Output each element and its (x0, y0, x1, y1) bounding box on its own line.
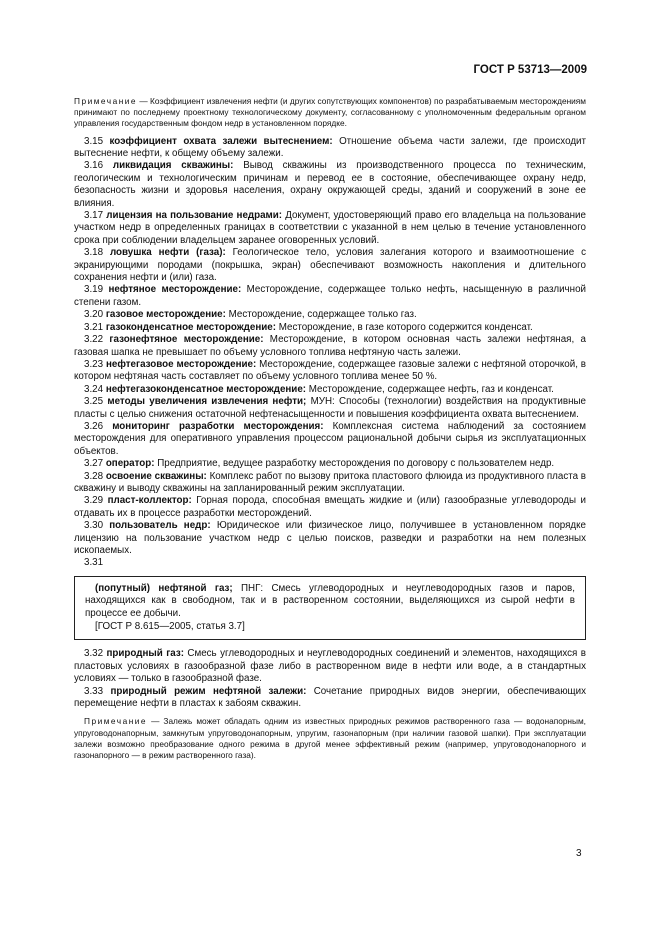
entry-number: 3.17 (84, 210, 104, 222)
entry-3-28 (74, 471, 586, 496)
entry-3-20 (74, 309, 586, 321)
entry-3-27 (74, 458, 586, 470)
entry-3-25 (74, 396, 586, 421)
entry-term: газоконденсатное месторождение: (105, 321, 276, 333)
entry-text: Предприятие, ведущее разработку месторождения по договору с пользователем недр. (154, 458, 555, 470)
entry-number: 3.18 (84, 247, 104, 259)
entry-text: Месторождение, содержащее нефть, газ и конденсат. (306, 383, 554, 395)
entry-3-16 (74, 160, 586, 210)
entry-number: 3.26 (84, 420, 104, 432)
entry-term: газонефтяное месторождение: (109, 334, 264, 346)
entry-number: 3.29 (84, 495, 104, 507)
entry-number: 3.16 (84, 160, 104, 172)
entry-3-15 (74, 136, 586, 161)
entry-3-17 (74, 210, 586, 247)
entry-text: Горная порода, способная вмещать жидкие и (или) газообразные углеводороды и отдавать их в процессе разработки месторождений. (74, 495, 586, 519)
entry-term: нефтегазовое месторождение: (105, 358, 257, 370)
entry-term: нефтегазоконденсатное месторождение: (105, 383, 307, 395)
page-content (74, 96, 586, 761)
entry-term: ловушка нефти (газа): (109, 247, 226, 259)
entry-3-23 (74, 359, 586, 384)
term-entries-after (74, 648, 586, 710)
entry-text: Отношение объема части залежи, где происходит вытеснение нефти, к общему объему залежи. (74, 135, 586, 160)
entry-term: нефтяное месторождение: (108, 284, 242, 296)
entry-text: МУН: Способы (технологии) воздействия на продуктивные пласты с целью снижения остаточной нефтенасыщенности и повышения коэффициента охвата вытеснением. (74, 396, 586, 420)
entry-number: 3.25 (84, 396, 104, 408)
box-text: ПНГ: Смесь углеводородных и неуглеводородных газов и паров, находящихся как в свободном, так и в растворенном состоянии, выделяющихся из сырой нефти в процессе ее добычи. (85, 582, 575, 619)
entry-3-31: 3.31 (84, 557, 104, 569)
entry-term: методы увеличения извлечения нефти; (107, 396, 307, 408)
entry-term: пласт-коллектор: (107, 495, 192, 507)
entry-text: Сочетание природных видов энергии, обеспечивающих перемещение нефти в пластах к забоям скважин. (74, 685, 586, 710)
entry-3-30 (74, 520, 586, 557)
entry-text: Комплексная система наблюдений за состоянием месторождения для оперативного управления процессом рациональной добычи сырья из эксплуатационных объектов. (74, 420, 586, 457)
entry-term: газовое месторождение: (105, 309, 226, 321)
entry-number: 3.33 (84, 685, 104, 697)
entry-text: Месторождение, в котором основная часть залежи нефтяная, а газовая шапка не превышает по объему условного топлива нефтяную часть залежи. (74, 334, 586, 358)
entry-text: Месторождение, содержащее только газ. (225, 309, 417, 321)
entry-number: 3.23 (84, 358, 104, 370)
entry-text: Комплекс работ по вызову притока пластового флюида из продуктивного пласта в скважину и выводу скважины на запланированный режим эксплуатации. (74, 470, 586, 494)
note-label: Примечание (84, 716, 148, 727)
note-top (74, 96, 586, 130)
entry-3-24 (74, 384, 586, 396)
entry-term: пользователь недр: (109, 520, 211, 532)
entry-3-33 (74, 686, 586, 711)
entry-term: оператор: (105, 458, 155, 470)
entry-text: Юридическое или физическое лицо, получившее в установленном порядке лицензию на пользование участком недр с целью поисков, разведки и разработки на нем полезных ископаемых. (74, 520, 586, 557)
entry-number: 3.32 (84, 648, 104, 660)
note-label: Примечание (74, 96, 138, 106)
entry-3-21 (74, 322, 586, 334)
entry-3-32 (74, 648, 586, 685)
entry-3-29 (74, 495, 586, 520)
page-number: 3 (576, 848, 582, 859)
note-bottom (74, 716, 586, 761)
entry-term: освоение скважины: (105, 470, 207, 482)
entry-text: Документ, удостоверяющий право его владельца на пользование участком недр в определенных границах в соответствии с указанной в нем целью в течение установленного срока при соблюдении владельцем заранее оговоренных условий. (74, 210, 586, 246)
entry-number: 3.21 (84, 321, 104, 333)
entry-number: 3.28 (84, 470, 104, 482)
entry-text: Вывод скважины из производственного процесса по техническим, геологическим и технологическим причинам и перевод ее в состояние, обеспечивающее охрану недр, безопасность жизни и здоровья населения, охрану окружающей среды, зданий и сооружений в зоне ее влияния. (74, 160, 586, 209)
entry-term: коэффициент охвата залежи вытеснением: (109, 135, 333, 147)
entry-3-18 (74, 247, 586, 284)
term-entries (74, 136, 586, 570)
entry-text: Геологическое тело, условия залегания которого и взаимоотношение с экранирующими породами (покрышка, экран) обеспечивают возможность накопления и длительного сохранения нефти и (или) газа. (74, 247, 586, 284)
entry-term: мониторинг разработки месторождения: (112, 420, 324, 432)
entry-text: Месторождение, содержащее газовые залежи с нефтяной оторочкой, в котором нефтяная часть составляет по объему условного топлива менее 50 %. (74, 358, 586, 383)
entry-number: 3.30 (84, 520, 104, 532)
entry-number: 3.15 (84, 135, 104, 147)
box-reference: [ГОСТ Р 8.615—2005, статья 3.7] (95, 621, 245, 633)
box-definition (85, 583, 575, 620)
entry-number: 3.22 (84, 334, 104, 346)
entry-number: 3.27 (84, 458, 104, 470)
entry-number: 3.19 (84, 284, 104, 296)
entry-term: лицензия на пользование недрами: (106, 210, 283, 222)
entry-term: ликвидация скважины: (112, 160, 234, 172)
entry-text: Смесь углеводородных и неуглеводородных соединений и элементов, находящихся в пластовых условиях в газообразной фазе либо в растворенном виде в нефти или воде, а в стандартных условиях — только в газообразной фазе. (74, 648, 586, 685)
entry-term: природный газ: (106, 648, 184, 660)
box-term: (попутный) нефтяной газ; (95, 582, 233, 594)
standard-code-header: ГОСТ Р 53713—2009 (473, 64, 587, 76)
entry-text: Месторождение, содержащее только нефть, насыщенную в различной степени газом. (74, 284, 586, 308)
entry-text: Месторождение, в газе которого содержится конденсат. (276, 321, 533, 333)
note-text: — Залежь может обладать одним из известных природных режимов растворенного газа — водонапорным, упруговодонапорным, замкнутым упруговодонапорным, упругим, газонапорным (при наличии газовой шапки). При эксплуатации залежи возможно преобразование одного режима в другой менее эффективный режим (например, упруговодонапорного и газонапорного — в режим растворенного газа). (74, 716, 586, 761)
quoted-definition-box (74, 576, 586, 641)
entry-number: 3.24 (84, 383, 104, 395)
entry-3-22 (74, 334, 586, 359)
entry-3-19 (74, 284, 586, 309)
note-text: — Коэффициент извлечения нефти (и других сопутствующих компонентов) по разрабатываемым месторождениям принимают по последнему проектному технологическому документу, согласованному с уполномоченным федеральным органом управления государственным фондом недр в установленном порядке. (74, 96, 586, 129)
entry-3-26 (74, 421, 586, 458)
entry-term: природный режим нефтяной залежи: (110, 685, 307, 697)
entry-number: 3.20 (84, 309, 104, 321)
